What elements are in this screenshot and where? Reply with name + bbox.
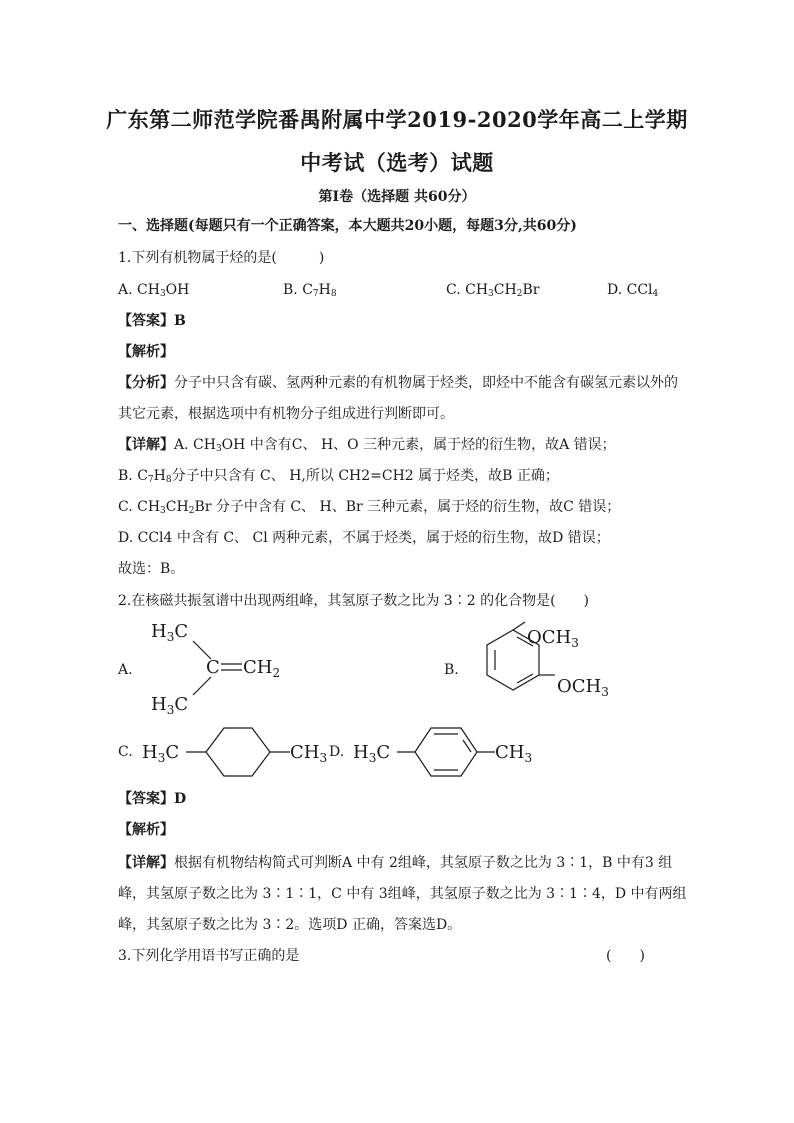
question-2-detail-line-3: 峰，其氢原子数之比为 3∶2。选项D 正确，答案选D。 xyxy=(118,917,462,933)
question-3-bracket: ( ) xyxy=(606,948,645,964)
molecule-a-structure xyxy=(145,615,295,715)
molecule-c-left-group: $H_3C$ xyxy=(142,742,180,765)
molecule-c-cyclohexane-ring xyxy=(206,728,270,776)
molecule-b-methoxy-2: $OCH_3$ xyxy=(557,676,609,699)
title-line-2: 中考试（选考）试题 xyxy=(300,150,494,175)
molecule-c-structure xyxy=(142,718,345,778)
question-1-choice: 故选：B。 xyxy=(118,561,185,577)
question-1-detail-c: C. $CH_3CH_2Br$ 分子中含有 C、 H、Br 三种元素，属于烃的衍生物，故C 错误； xyxy=(118,499,621,516)
question-1-analysis-label: 【解析】 xyxy=(118,344,174,360)
molecule-a-top-group: $H_3C$ xyxy=(151,621,189,644)
question-2-analysis-label: 【解析】 xyxy=(118,822,174,838)
question-2-option-c-label: C. xyxy=(118,744,133,760)
question-2-detail-line-1: 【详解】根据有机物结构简式可判断A 中有 2组峰，其氢原子数之比为 3∶1，B 中有3 组 xyxy=(118,855,673,871)
molecule-c-right-group: $CH_3$ xyxy=(290,742,328,765)
question-1-option-b: B. $C_7H_8$ xyxy=(283,282,337,299)
molecule-b-inner-bond-2 xyxy=(517,674,533,683)
molecule-a-bond-bottom xyxy=(193,677,211,695)
question-1-fenxi-line-1: 【分析】分子中只含有碳、氢两种元素的有机物属于烃类，即烃中不能含有碳氢元素以外的 xyxy=(118,375,678,391)
molecule-b-substituent-bond-1 xyxy=(513,622,525,630)
question-2-detail-line-2: 峰，其氢原子数之比为 3∶1∶1，C 中有 3组峰，其氢原子数之比为 3∶1∶4，D 中有两组 xyxy=(118,886,687,902)
molecule-d-structure xyxy=(353,720,543,780)
molecule-a-right-group: $CH_2$ xyxy=(243,657,281,680)
question-1-answer: 【答案】B xyxy=(118,313,186,329)
molecule-a-bottom-group: $H_3C$ xyxy=(151,694,189,717)
question-2-answer: 【答案】D xyxy=(118,791,187,807)
molecule-b-methoxy-1: $OCH_3$ xyxy=(527,627,579,650)
question-2-option-b-label: B. xyxy=(444,662,459,678)
question-2-option-a-label: A. xyxy=(118,662,133,678)
question-1-option-a: A. $CH_3OH$ xyxy=(118,282,190,299)
question-1-option-c: C. $CH_3CH_2Br$ xyxy=(446,282,540,299)
question-1-option-d: D. CCl$_4$ xyxy=(607,282,659,299)
volume-heading: 第Ⅰ卷（选择题 共60分） xyxy=(318,189,476,205)
molecule-d-benzene-ring xyxy=(415,728,477,776)
question-2-option-d-label: D. xyxy=(329,744,345,760)
question-1-stem: 1.下列有机物属于烃的是( ) xyxy=(118,250,325,266)
molecule-d-right-group: $CH_3$ xyxy=(495,742,533,765)
question-2-stem: 2.在核磁共振氢谱中出现两组峰，其氢原子数之比为 3∶2 的化合物是( ) xyxy=(118,593,589,609)
question-1-detail-a: 【详解】A. $CH_3OH$ 中含有C、 H、O 三种元素，属于烃的衍生物，故A 错误； xyxy=(118,437,616,454)
title-line-1: 广东第二师范学院番禺附属中学2019-2020学年高二上学期 xyxy=(106,107,688,132)
question-3-stem: 3.下列化学用语书写正确的是 xyxy=(118,948,300,964)
question-1-detail-b: B. $C_7H_8$分子中只含有 C、 H,所以 CH2=CH2 属于烃类，故B 正确； xyxy=(118,468,559,485)
molecule-d-left-group: $H_3C$ xyxy=(353,742,391,765)
molecule-a-center-carbon: C xyxy=(206,657,220,678)
molecule-b-structure xyxy=(465,620,625,715)
section-heading: 一、选择题(每题只有一个正确答案，本大题共20小题，每题3分,共60分) xyxy=(118,218,577,234)
question-1-fenxi-line-2: 其它元素，根据选项中有机物分子组成进行判断即可。 xyxy=(118,406,454,422)
question-1-detail-d: D. CCl4 中含有 C、 Cl 两种元素，不属于烃类，属于烃的衍生物，故D 错误； xyxy=(118,530,610,546)
